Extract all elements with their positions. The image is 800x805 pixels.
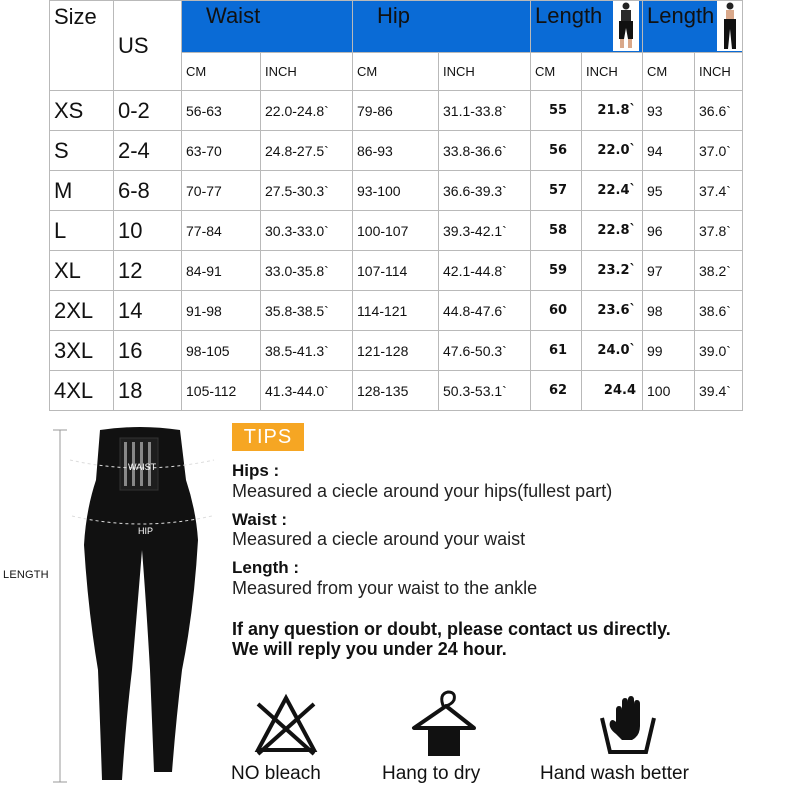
waist-cm-cell: 77-84 bbox=[182, 211, 261, 251]
length1-inch-cell: 23.6` bbox=[582, 291, 643, 331]
hip-figure-label: HIP bbox=[138, 526, 154, 536]
length1-cm-cell: 59 bbox=[531, 251, 582, 291]
size-cell: S bbox=[50, 131, 114, 171]
unit-inch-length1: INCH bbox=[582, 53, 643, 91]
size-cell: 3XL bbox=[50, 331, 114, 371]
hip-inch-cell: 39.3-42.1` bbox=[439, 211, 531, 251]
length2-inch-cell: 36.6` bbox=[695, 91, 743, 131]
size-cell: 2XL bbox=[50, 291, 114, 331]
us-cell: 12 bbox=[114, 251, 182, 291]
leggings-figure bbox=[0, 420, 230, 800]
waist-cm-cell: 56-63 bbox=[182, 91, 261, 131]
unit-inch-waist: INCH bbox=[261, 53, 353, 91]
hip-inch-cell: 42.1-44.8` bbox=[439, 251, 531, 291]
length2-inch-cell: 39.4` bbox=[695, 371, 743, 411]
hand-wash-label: Hand wash better bbox=[540, 763, 689, 784]
unit-cm-length2: CM bbox=[643, 53, 695, 91]
length2-inch-cell: 37.8` bbox=[695, 211, 743, 251]
length1-inch-cell: 24.4 bbox=[582, 371, 643, 411]
hip-cm-cell: 86-93 bbox=[353, 131, 439, 171]
length1-cm-cell: 62 bbox=[531, 371, 582, 411]
length2-inch-cell: 38.6` bbox=[695, 291, 743, 331]
table-row bbox=[50, 171, 743, 211]
length-tip-title: Length : bbox=[232, 558, 300, 577]
length-header-leggings-label: Length bbox=[647, 3, 715, 28]
length2-cm-cell: 96 bbox=[643, 211, 695, 251]
hand-wash-icon bbox=[592, 688, 664, 760]
leggings-illustration bbox=[0, 420, 230, 800]
contact-line-1: If any question or doubt, please contact us directly. bbox=[232, 619, 671, 639]
hang-dry-label: Hang to dry bbox=[382, 763, 481, 784]
us-header: US bbox=[114, 1, 182, 91]
table-row bbox=[50, 371, 743, 411]
table-row bbox=[50, 291, 743, 331]
size-cell: M bbox=[50, 171, 114, 211]
hip-inch-cell: 33.8-36.6` bbox=[439, 131, 531, 171]
hip-header: Hip bbox=[353, 1, 531, 53]
length2-inch-cell: 37.4` bbox=[695, 171, 743, 211]
waist-tip-title: Waist : bbox=[232, 510, 288, 529]
hip-inch-cell: 36.6-39.3` bbox=[439, 171, 531, 211]
us-cell: 2-4 bbox=[114, 131, 182, 171]
length2-inch-cell: 39.0` bbox=[695, 331, 743, 371]
waist-inch-cell: 41.3-44.0` bbox=[261, 371, 353, 411]
waist-inch-cell: 30.3-33.0` bbox=[261, 211, 353, 251]
waist-inch-cell: 35.8-38.5` bbox=[261, 291, 353, 331]
size-cell: L bbox=[50, 211, 114, 251]
hip-cm-cell: 114-121 bbox=[353, 291, 439, 331]
waist-inch-cell: 38.5-41.3` bbox=[261, 331, 353, 371]
waist-cm-cell: 105-112 bbox=[182, 371, 261, 411]
length-figure-label: LENGTH bbox=[3, 569, 49, 581]
waist-tip-text: Measured a ciecle around your waist bbox=[232, 529, 526, 549]
length1-cm-cell: 58 bbox=[531, 211, 582, 251]
size-cell: XS bbox=[50, 91, 114, 131]
length1-inch-cell: 24.0` bbox=[582, 331, 643, 371]
shorts-thumbnail-icon bbox=[613, 1, 639, 51]
length2-cm-cell: 93 bbox=[643, 91, 695, 131]
hang-dry-icon bbox=[408, 688, 480, 760]
us-cell: 18 bbox=[114, 371, 182, 411]
length1-cm-cell: 57 bbox=[531, 171, 582, 211]
length1-cm-cell: 56 bbox=[531, 131, 582, 171]
length-tip-text: Measured from your waist to the ankle bbox=[232, 578, 538, 598]
length1-cm-cell: 60 bbox=[531, 291, 582, 331]
waist-cm-cell: 98-105 bbox=[182, 331, 261, 371]
length2-inch-cell: 38.2` bbox=[695, 251, 743, 291]
length2-cm-cell: 98 bbox=[643, 291, 695, 331]
waist-header: Waist bbox=[182, 1, 353, 53]
size-chart-table bbox=[49, 0, 743, 411]
length1-cm-cell: 61 bbox=[531, 331, 582, 371]
waist-cm-cell: 91-98 bbox=[182, 291, 261, 331]
hips-tip-text: Measured a ciecle around your hips(fullest part) bbox=[232, 481, 613, 501]
length-header-shorts-label: Length bbox=[535, 3, 603, 28]
length2-cm-cell: 100 bbox=[643, 371, 695, 411]
hip-inch-cell: 31.1-33.8` bbox=[439, 91, 531, 131]
length1-inch-cell: 22.0` bbox=[582, 131, 643, 171]
contact-line-2: We will reply you under 24 hour. bbox=[232, 639, 507, 659]
unit-inch-hip: INCH bbox=[439, 53, 531, 91]
length1-cm-cell: 55 bbox=[531, 91, 582, 131]
hip-cm-cell: 128-135 bbox=[353, 371, 439, 411]
no-bleach-icon bbox=[250, 688, 322, 760]
unit-cm-waist: CM bbox=[182, 53, 261, 91]
waist-inch-cell: 24.8-27.5` bbox=[261, 131, 353, 171]
leggings-thumbnail-icon bbox=[717, 1, 743, 51]
us-cell: 10 bbox=[114, 211, 182, 251]
length-header-shorts bbox=[531, 1, 643, 53]
waist-inch-cell: 27.5-30.3` bbox=[261, 171, 353, 211]
waist-inch-cell: 22.0-24.8` bbox=[261, 91, 353, 131]
unit-cm-length1: CM bbox=[531, 53, 582, 91]
unit-inch-length2: INCH bbox=[695, 53, 743, 91]
length1-inch-cell: 21.8` bbox=[582, 91, 643, 131]
length1-inch-cell: 22.4` bbox=[582, 171, 643, 211]
hip-inch-cell: 44.8-47.6` bbox=[439, 291, 531, 331]
us-cell: 16 bbox=[114, 331, 182, 371]
waist-inch-cell: 33.0-35.8` bbox=[261, 251, 353, 291]
hip-cm-cell: 79-86 bbox=[353, 91, 439, 131]
size-cell: 4XL bbox=[50, 371, 114, 411]
waist-figure-label: WAIST bbox=[128, 462, 157, 472]
length2-cm-cell: 99 bbox=[643, 331, 695, 371]
hip-inch-cell: 47.6-50.3` bbox=[439, 331, 531, 371]
us-cell: 0-2 bbox=[114, 91, 182, 131]
length1-inch-cell: 23.2` bbox=[582, 251, 643, 291]
hip-inch-cell: 50.3-53.1` bbox=[439, 371, 531, 411]
length2-cm-cell: 94 bbox=[643, 131, 695, 171]
hip-cm-cell: 93-100 bbox=[353, 171, 439, 211]
hip-cm-cell: 121-128 bbox=[353, 331, 439, 371]
length2-cm-cell: 95 bbox=[643, 171, 695, 211]
hip-cm-cell: 100-107 bbox=[353, 211, 439, 251]
size-cell: XL bbox=[50, 251, 114, 291]
tips-badge: TIPS bbox=[232, 423, 304, 451]
table-row bbox=[50, 91, 743, 131]
length1-inch-cell: 22.8` bbox=[582, 211, 643, 251]
us-cell: 14 bbox=[114, 291, 182, 331]
waist-cm-cell: 63-70 bbox=[182, 131, 261, 171]
length2-cm-cell: 97 bbox=[643, 251, 695, 291]
table-row bbox=[50, 251, 743, 291]
length-header-leggings bbox=[643, 1, 743, 53]
hip-cm-cell: 107-114 bbox=[353, 251, 439, 291]
waist-cm-cell: 84-91 bbox=[182, 251, 261, 291]
size-header: Size bbox=[50, 1, 114, 91]
hips-tip-title: Hips : bbox=[232, 461, 280, 480]
no-bleach-label: NO bleach bbox=[231, 763, 321, 784]
length2-inch-cell: 37.0` bbox=[695, 131, 743, 171]
unit-cm-hip: CM bbox=[353, 53, 439, 91]
waist-cm-cell: 70-77 bbox=[182, 171, 261, 211]
table-row bbox=[50, 211, 743, 251]
us-cell: 6-8 bbox=[114, 171, 182, 211]
table-row bbox=[50, 131, 743, 171]
table-row bbox=[50, 331, 743, 371]
